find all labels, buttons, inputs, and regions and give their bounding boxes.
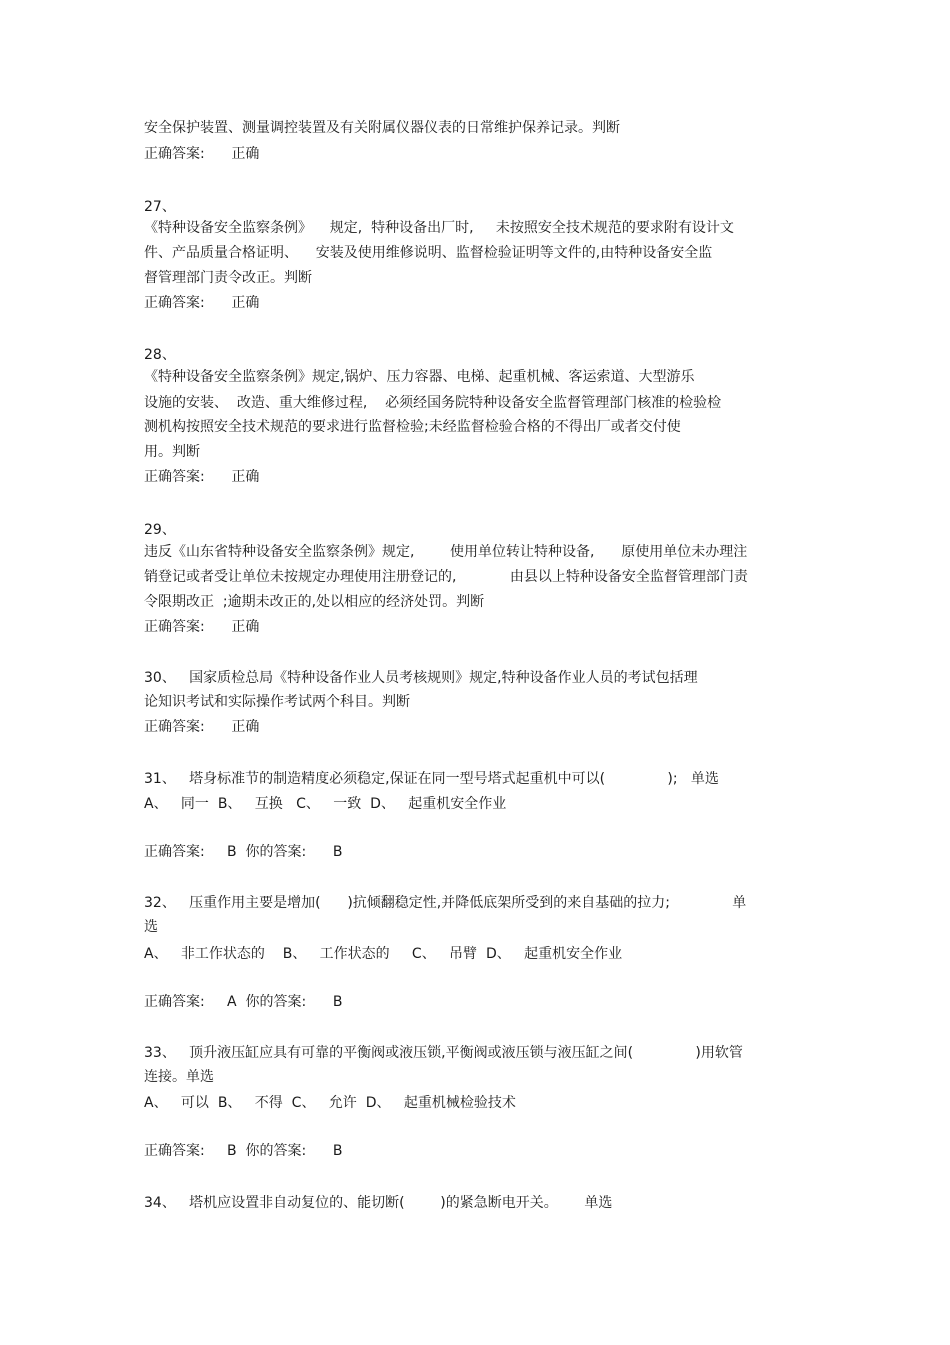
text-line: 《特种设备安全监察条例》 规定, 特种设备出厂时, 未按照安全技术规范的要求附有设计文 bbox=[144, 220, 734, 236]
question-number: 29、 bbox=[144, 522, 176, 538]
answer-line: 正确答案: 正确 bbox=[144, 719, 260, 735]
answer-line: 正确答案: 正确 bbox=[144, 619, 260, 635]
text-line: 督管理部门责令改正。判断 bbox=[144, 270, 312, 286]
text-line: 设施的安装、 改造、重大维修过程, 必须经国务院特种设备安全监督管理部门核准的检验检 bbox=[144, 395, 722, 411]
options-line: A、 同一 B、 互换 C、 一致 D、 起重机安全作业 bbox=[144, 796, 507, 812]
text-line: 用。判断 bbox=[144, 444, 200, 460]
text-line: 件、产品质量合格证明、 安装及使用维修说明、监督检验证明等文件的,由特种设备安全监 bbox=[144, 245, 713, 261]
text-line: 《特种设备安全监察条例》规定,锅炉、压力容器、电梯、起重机械、客运索道、大型游乐 bbox=[144, 369, 695, 385]
text-line: 销登记或者受让单位未按规定办理使用注册登记的, 由县以上特种设备安全监督管理部门责 bbox=[144, 569, 748, 585]
text-line: 34、 塔机应设置非自动复位的、能切断( )的紧急断电开关。 单选 bbox=[144, 1195, 613, 1211]
answer-line: 正确答案: 正确 bbox=[144, 146, 260, 162]
answer-line: 正确答案: B 你的答案: B bbox=[144, 844, 343, 860]
text-line: 连接。单选 bbox=[144, 1069, 214, 1085]
text-line: 令限期改正 ;逾期未改正的,处以相应的经济处罚。判断 bbox=[144, 594, 485, 610]
options-line: A、 非工作状态的 B、 工作状态的 C、 吊臂 D、 起重机安全作业 bbox=[144, 946, 623, 962]
text-line: 论知识考试和实际操作考试两个科目。判断 bbox=[144, 694, 410, 710]
text-line: 测机构按照安全技术规范的要求进行监督检验;未经监督检验合格的不得出厂或者交付使 bbox=[144, 419, 681, 435]
answer-line: 正确答案: 正确 bbox=[144, 295, 260, 311]
text-line: 31、 塔身标准节的制造精度必须稳定,保证在同一型号塔式起重机中可以( ); 单选 bbox=[144, 771, 719, 787]
question-number: 27、 bbox=[144, 199, 176, 215]
text-line: 32、 压重作用主要是增加( )抗倾翻稳定性,并降低底架所受到的来自基础的拉力; 单 bbox=[144, 895, 747, 911]
options-line: A、 可以 B、 不得 C、 允许 D、 起重机械检验技术 bbox=[144, 1095, 516, 1111]
answer-line: 正确答案: A 你的答案: B bbox=[144, 994, 343, 1010]
text-line: 违反《山东省特种设备安全监察条例》规定, 使用单位转让特种设备, 原使用单位未办理注 bbox=[144, 544, 748, 560]
text-line: 33、 顶升液压缸应具有可靠的平衡阀或液压锁,平衡阀或液压锁与液压缸之间( )用软管 bbox=[144, 1045, 743, 1061]
question-number: 28、 bbox=[144, 347, 176, 363]
answer-line: 正确答案: B 你的答案: B bbox=[144, 1143, 343, 1159]
text-line: 选 bbox=[144, 919, 158, 935]
text-line: 安全保护装置、测量调控装置及有关附属仪器仪表的日常维护保养记录。判断 bbox=[144, 120, 620, 136]
text-line: 30、 国家质检总局《特种设备作业人员考核规则》规定,特种设备作业人员的考试包括理 bbox=[144, 670, 698, 686]
answer-line: 正确答案: 正确 bbox=[144, 469, 260, 485]
